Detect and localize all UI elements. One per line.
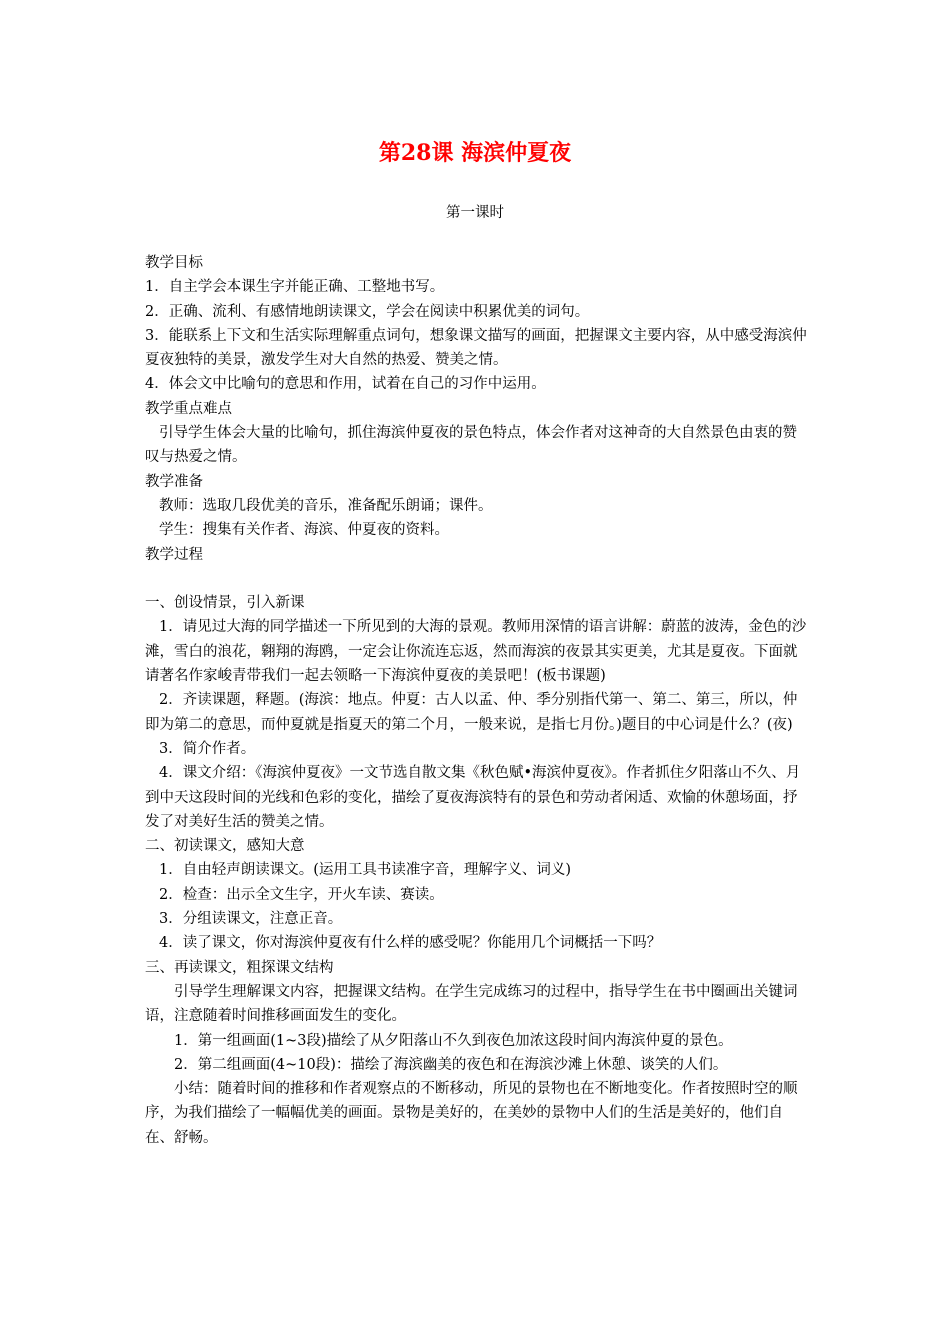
paragraph: 1．请见过大海的同学描述一下所见到的大海的景观。教师用深情的语言讲解：蔚蓝的波涛，金色的沙滩，雪白的浪花，翱翔的海鸥，一定会让你流连忘返，然而海滨的夜景其实更美，尤其是夏夜。下面就请著名作家峻青带我们一起去领略一下海滨仲夏夜的美景吧！(板书课题) (145, 619, 807, 685)
objective-item: 2．正确、流利、有感情地朗读课文，学会在阅读中积累优美的词句。 (145, 303, 590, 320)
paragraph: 小结：随着时间的推移和作者观察点的不断移动，所见的景物也在不断地变化。作者按照时空的顺序，为我们描绘了一幅幅优美的画面。景物是美好的，在美妙的景物中人们的生活是美好的，他们自在、舒畅。 (145, 1081, 798, 1146)
section-heading-preparation: 教学准备 (145, 473, 203, 490)
subsection-heading: 二、初读课文，感知大意 (145, 838, 305, 855)
section-heading-process: 教学过程 (145, 546, 203, 563)
paragraph: 4．课文介绍：《海滨仲夏夜》一文节选自散文集《秋色赋•海滨仲夏夜》。作者抓住夕阳落山不久、月到中天这段时间的光线和色彩的变化，描绘了夏夜海滨特有的景色和劳动者闲适、欢愉的休憩场面，抒发了对美好生活的赞美之情。 (145, 765, 801, 830)
objective-item: 3．能联系上下文和生活实际理解重点词句，想象课文描写的画面，把握课文主要内容，从中感受海滨仲夏夜独特的美景，激发学生对大自然的热爱、赞美之情。 (145, 327, 807, 369)
paragraph: 1．自由轻声朗读课文。(运用工具书读准字音，理解字义、词义) (159, 862, 572, 879)
paragraph: 1．第一组画面(1~3段)描绘了从夕阳落山不久到夜色加浓这段时间内海滨仲夏的景色。 (174, 1032, 733, 1049)
paragraph: 学生：搜集有关作者、海滨、仲夏夜的资料。 (159, 522, 449, 539)
section-heading-key-points: 教学重点难点 (145, 400, 232, 417)
paragraph: 2．检查：出示全文生字，开火车读、赛读。 (159, 886, 444, 903)
lesson-subtitle: 第一课时 (446, 205, 504, 221)
document-body (145, 251, 807, 1150)
objective-item: 4．体会文中比喻句的意思和作用，试着在自己的习作中运用。 (145, 376, 546, 393)
subsection-heading: 三、再读课文，粗探课文结构 (145, 959, 334, 976)
blank-line (145, 567, 807, 591)
paragraph: 3．简介作者。 (159, 740, 256, 757)
paragraph: 教师：选取几段优美的音乐，准备配乐朗诵；课件。 (159, 497, 493, 514)
paragraph: 2．齐读课题，释题。(海滨：地点。仲夏：古人以孟、仲、季分别指代第一、第二、第三，所以，仲即为第二的意思，而仲夏就是指夏天的第二个月，一般来说，是指七月份。)题目的中心词是什么？(夜) (145, 692, 798, 733)
paragraph: 引导学生体会大量的比喻句，抓住海滨仲夏夜的景色特点，体会作者对这神奇的大自然景色由衷的赞叹与热爱之情。 (145, 425, 797, 466)
paragraph: 2．第二组画面(4~10段)：描绘了海滨幽美的夜色和在海滨沙滩上休憩、谈笑的人们。 (174, 1056, 728, 1073)
section-heading-objectives: 教学目标 (145, 255, 203, 271)
objective-item: 1．自主学会本课生字并能正确、工整地书写。 (145, 279, 445, 296)
paragraph: 4．读了课文，你对海滨仲夏夜有什么样的感受呢？你能用几个词概括一下吗？ (159, 935, 662, 952)
lesson-title: 第28课 海滨仲夏夜 (378, 140, 572, 166)
paragraph: 3．分组读课文，注意正音。 (159, 911, 343, 928)
subsection-heading: 一、创设情景，引入新课 (145, 595, 305, 612)
paragraph: 引导学生理解课文内容，把握课文结构。在学生完成练习的过程中，指导学生在书中圈画出关键词语，注意随着时间推移画面发生的变化。 (145, 983, 798, 1025)
